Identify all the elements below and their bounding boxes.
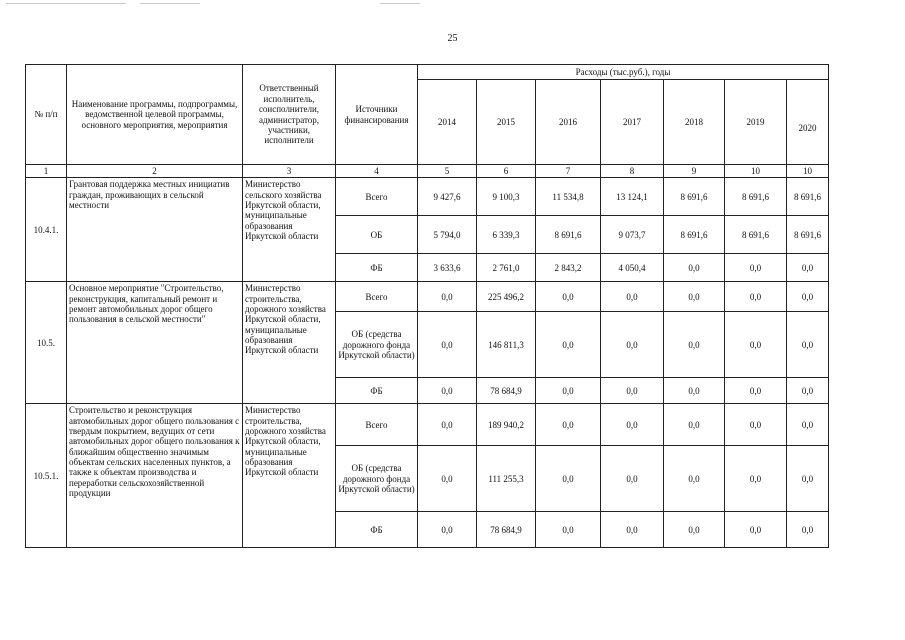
value-cell: 0,0 (536, 512, 601, 548)
value-cell: 146 811,3 (477, 312, 536, 378)
value-cell: 8 691,6 (664, 216, 725, 254)
value-cell: 0,0 (787, 446, 829, 512)
scan-artifact (140, 3, 200, 4)
header-expenses: Расходы (тыс.руб.), годы (418, 65, 829, 80)
value-cell: 0,0 (418, 512, 477, 548)
funding-source: Всего (336, 178, 418, 216)
column-index: 10 (725, 165, 787, 178)
responsible-executor: Министерство строительства, дорожного хозяйства Иркутской области, муниципальные образования Иркутской области (243, 404, 336, 548)
value-cell: 0,0 (787, 378, 829, 404)
value-cell: 11 534,8 (536, 178, 601, 216)
value-cell: 78 684,9 (477, 378, 536, 404)
header-responsible: Ответственный исполнитель, соисполнители, администратор, участники, исполнители (243, 65, 336, 165)
value-cell: 2 761,0 (477, 254, 536, 282)
scan-artifact (380, 3, 420, 4)
header-year: 2019 (725, 80, 787, 165)
measure-name: Основное мероприятие "Строительство, реконструкция, капитальный ремонт и ремонт автомобильных дорог общего пользования в сельской местности" (67, 282, 243, 404)
value-cell: 0,0 (787, 512, 829, 548)
value-cell: 0,0 (536, 378, 601, 404)
value-cell: 0,0 (725, 404, 787, 446)
value-cell: 2 843,2 (536, 254, 601, 282)
value-cell: 0,0 (787, 404, 829, 446)
funding-source: ОБ (336, 216, 418, 254)
header-year: 2017 (601, 80, 664, 165)
value-cell: 0,0 (418, 282, 477, 312)
value-cell: 0,0 (418, 312, 477, 378)
value-cell: 0,0 (787, 282, 829, 312)
value-cell: 8 691,6 (664, 178, 725, 216)
value-cell: 0,0 (725, 378, 787, 404)
value-cell: 0,0 (725, 312, 787, 378)
value-cell: 8 691,6 (725, 178, 787, 216)
column-index: 2 (67, 165, 243, 178)
column-index-row (26, 165, 829, 178)
value-cell: 78 684,9 (477, 512, 536, 548)
value-cell: 0,0 (664, 404, 725, 446)
value-cell: 4 050,4 (601, 254, 664, 282)
column-index: 10 (787, 165, 829, 178)
measure-name: Строительство и реконструкция автомобильных дорог общего пользования с твердым покрытием, ведущих от сети автомобильных дорог общего пользования к ближайшим общественно значимым объектам сельских населенных пунктов, а также к объектам производства и переработки сельскохозяйственной продукции (67, 404, 243, 548)
value-cell: 8 691,6 (536, 216, 601, 254)
table-row (26, 178, 829, 216)
column-index: 4 (336, 165, 418, 178)
page-number: 25 (447, 33, 458, 44)
funding-source: ФБ (336, 512, 418, 548)
value-cell: 0,0 (601, 282, 664, 312)
value-cell: 0,0 (601, 446, 664, 512)
header-year: 2018 (664, 80, 725, 165)
scan-artifact (6, 3, 126, 4)
column-index: 3 (243, 165, 336, 178)
value-cell: 9 100,3 (477, 178, 536, 216)
header-name: Наименование программы, подпрограммы, ведомственной целевой программы, основного мероприятия, мероприятия (67, 65, 243, 165)
value-cell: 0,0 (418, 446, 477, 512)
expenses-table (25, 64, 829, 548)
column-index: 8 (601, 165, 664, 178)
value-cell: 0,0 (601, 378, 664, 404)
value-cell: 6 339,3 (477, 216, 536, 254)
header-sources: Источники финансирования (336, 65, 418, 165)
funding-source: Всего (336, 404, 418, 446)
value-cell: 0,0 (664, 446, 725, 512)
value-cell: 3 633,6 (418, 254, 477, 282)
value-cell: 0,0 (536, 312, 601, 378)
value-cell: 0,0 (664, 312, 725, 378)
value-cell: 0,0 (787, 254, 829, 282)
value-cell: 0,0 (601, 512, 664, 548)
value-cell: 0,0 (725, 446, 787, 512)
value-cell: 0,0 (418, 378, 477, 404)
table-row (26, 282, 829, 312)
measure-name: Грантовая поддержка местных инициатив граждан, проживающих в сельской местности (67, 178, 243, 282)
value-cell: 0,0 (725, 282, 787, 312)
responsible-executor: Министерство сельского хозяйства Иркутской области, муниципальные образования Иркутской области (243, 178, 336, 282)
value-cell: 8 691,6 (787, 216, 829, 254)
row-number: 10.5. (26, 282, 67, 404)
value-cell: 0,0 (536, 404, 601, 446)
value-cell: 0,0 (787, 312, 829, 378)
value-cell: 0,0 (725, 254, 787, 282)
column-index: 7 (536, 165, 601, 178)
header-year: 2020 (787, 80, 829, 165)
value-cell: 0,0 (664, 282, 725, 312)
column-index: 5 (418, 165, 477, 178)
value-cell: 225 496,2 (477, 282, 536, 312)
value-cell: 189 940,2 (477, 404, 536, 446)
funding-source: ФБ (336, 254, 418, 282)
value-cell: 0,0 (601, 404, 664, 446)
value-cell: 0,0 (601, 312, 664, 378)
header-year: 2016 (536, 80, 601, 165)
value-cell: 0,0 (664, 254, 725, 282)
funding-source: ФБ (336, 378, 418, 404)
header-year: 2015 (477, 80, 536, 165)
table-row (26, 404, 829, 446)
header-year: 2014 (418, 80, 477, 165)
value-cell: 8 691,6 (787, 178, 829, 216)
value-cell: 9 427,6 (418, 178, 477, 216)
value-cell: 0,0 (664, 512, 725, 548)
value-cell: 0,0 (536, 446, 601, 512)
funding-source: Всего (336, 282, 418, 312)
value-cell: 0,0 (725, 512, 787, 548)
column-index: 9 (664, 165, 725, 178)
value-cell: 8 691,6 (725, 216, 787, 254)
value-cell: 9 073,7 (601, 216, 664, 254)
value-cell: 5 794,0 (418, 216, 477, 254)
column-index: 6 (477, 165, 536, 178)
funding-source: ОБ (средства дорожного фонда Иркутской области) (336, 446, 418, 512)
funding-source: ОБ (средства дорожного фонда Иркутской области) (336, 312, 418, 378)
value-cell: 13 124,1 (601, 178, 664, 216)
value-cell: 0,0 (664, 378, 725, 404)
row-number: 10.5.1. (26, 404, 67, 548)
responsible-executor: Министерство строительства, дорожного хозяйства Иркутской области, муниципальные образования Иркутской области (243, 282, 336, 404)
header-num: № п/п (26, 65, 67, 165)
value-cell: 0,0 (536, 282, 601, 312)
value-cell: 0,0 (418, 404, 477, 446)
column-index: 1 (26, 165, 67, 178)
value-cell: 111 255,3 (477, 446, 536, 512)
row-number: 10.4.1. (26, 178, 67, 282)
